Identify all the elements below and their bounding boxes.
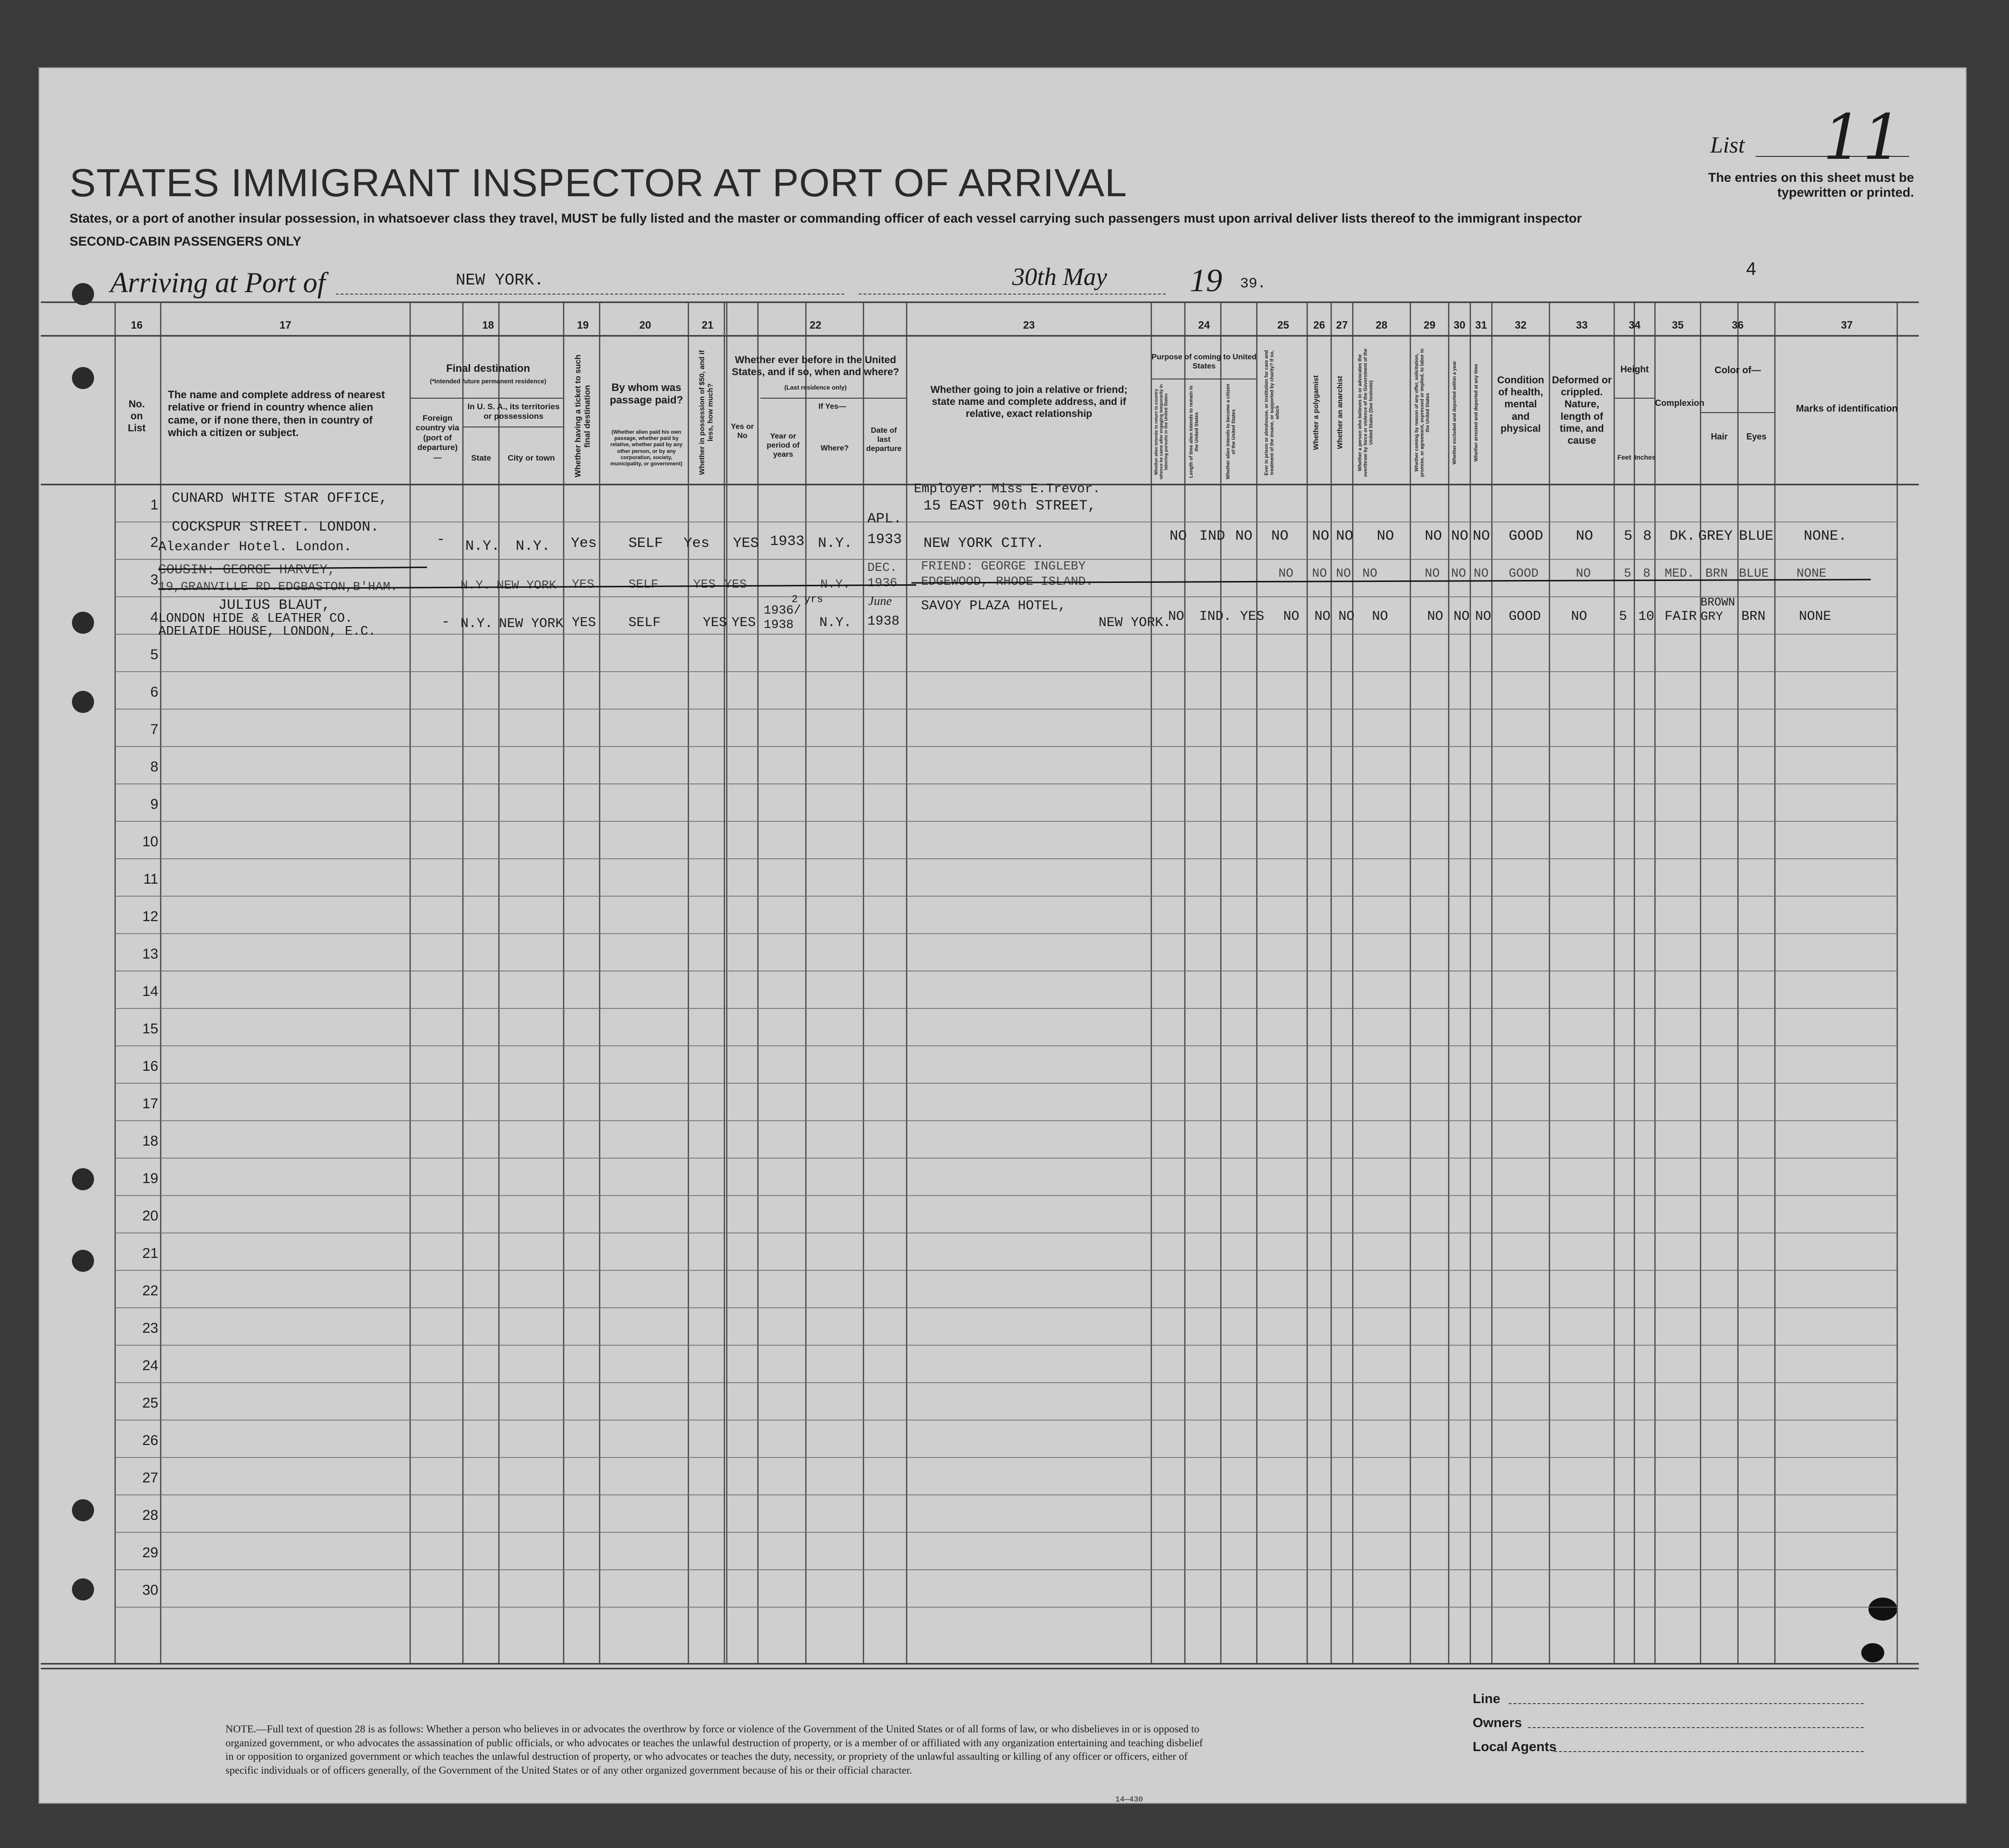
footer-line-rule — [1509, 1703, 1864, 1704]
col-header-labor-offer: Whether coming by reason of any offer, solicitation, promise, or agreement, expressed or implied, to labor in the United States — [1414, 348, 1430, 477]
row3-eyes: BRN — [1741, 609, 1766, 624]
row1-inches: 8 — [1643, 528, 1652, 545]
row-number: 8 — [150, 759, 158, 775]
row3-hair-b: GRY — [1701, 609, 1723, 624]
row2-relative-line2: 19,GRANVILLE RD.EDGBASTON,B'HAM. — [158, 580, 398, 594]
footer-owners-rule — [1528, 1727, 1864, 1728]
row1-complexion: DK. — [1669, 528, 1696, 545]
header-subtitle: States, or a port of another insular possession, in whatsoever class they travel, MUST be fully listed and the master or commanding officer of each vessel carrying such passengers must upon arrival deliver lists thereof to the immigrant inspector — [70, 211, 1582, 225]
row3-anarchist: NO — [1338, 609, 1355, 624]
col-num-29: 29 — [1423, 319, 1436, 331]
row1-offer: NO — [1425, 528, 1442, 545]
row1-purpose-citizen: NO — [1235, 528, 1253, 545]
row1-overthrow: NO — [1377, 528, 1394, 545]
row3-prison: NO — [1283, 609, 1300, 624]
port-value: NEW YORK. — [456, 272, 544, 290]
row3-city: NEW YORK — [499, 616, 564, 631]
row1-hair: GREY — [1698, 528, 1733, 545]
row3-offer: NO — [1427, 609, 1443, 624]
row3-purpose-return: NO — [1168, 609, 1184, 624]
col-header-if-yes: If Yes— — [818, 403, 846, 411]
row2-arrested: NO — [1474, 566, 1489, 580]
row1-money: Yes — [684, 535, 710, 552]
col-num-27: 27 — [1336, 319, 1348, 331]
row-number: 24 — [142, 1358, 158, 1374]
row3-money: YES — [703, 616, 727, 630]
row3-dep-month: June — [868, 594, 892, 608]
col-num-20: 20 — [639, 319, 651, 331]
row2-prison: NO — [1278, 566, 1294, 580]
col-num-37: 37 — [1841, 319, 1853, 331]
col-header-hair: Hair — [1711, 432, 1728, 441]
row3-relative-line3: ADELAIDE HOUSE, LONDON, E.C. — [158, 625, 376, 639]
col-header-final-destination: Final destination — [446, 362, 530, 374]
row1-period: 1933 — [770, 533, 805, 550]
col-num-23: 23 — [1023, 319, 1035, 331]
col-header-overthrow: Whether a person who believes in or advocates the overthrow by force or violence of the Government of the United States (See footnote) — [1358, 348, 1374, 477]
row2-hair: BRN — [1705, 566, 1728, 580]
col-header-eyes: Eyes — [1746, 432, 1767, 441]
footer-agents-label: Local Agents — [1473, 1739, 1557, 1754]
col-header-yes-no: Yes or No — [731, 423, 754, 440]
row3-paid-by: SELF — [628, 616, 661, 630]
col-header-purpose-return: Whether alien intends to return to country whence he came after engaging temporarily in laboring pursuits in the United States — [1154, 384, 1169, 480]
arriving-label: Arriving at Port of — [110, 267, 326, 298]
col-num-28: 28 — [1375, 319, 1388, 331]
row3-state: N.Y. — [461, 616, 493, 631]
row1-health: GOOD — [1509, 528, 1544, 545]
row-number: 17 — [142, 1096, 158, 1112]
row1-relative-line2: COCKSPUR STREET. LONDON. — [172, 519, 379, 535]
row-number: 1 — [150, 497, 158, 513]
row3-period-a: 2 yrs — [792, 593, 824, 605]
row2-polygamist: NO — [1312, 566, 1327, 580]
col-header-feet: Feet — [1617, 453, 1631, 461]
col-header-prison: Ever in prison or almshouse, or institution for care and treatment of the insane, or supported by charity? If so, which — [1264, 350, 1280, 475]
row3-join-line1: SAVOY PLAZA HOTEL, — [921, 599, 1066, 614]
col-header-excluded: Whether excluded and deported within a year — [1452, 361, 1457, 464]
col-header-join-relative: Whether going to join a relative or friend; state name and complete address, and if relative, exact relationship — [930, 384, 1128, 420]
row2-eyes: BLUE — [1739, 566, 1769, 580]
col-num-21: 21 — [701, 319, 714, 331]
col-header-state: State — [471, 453, 491, 462]
col-header-color: Color of— — [1714, 365, 1761, 376]
row3-excluded: NO — [1454, 609, 1470, 624]
col-num-16: 16 — [130, 319, 143, 331]
col-num-17: 17 — [279, 319, 292, 331]
row1-ticket: Yes — [571, 535, 597, 552]
row3-inches: 10 — [1638, 609, 1654, 624]
col-num-26: 26 — [1313, 319, 1325, 331]
row-number: 7 — [150, 722, 158, 737]
col-header-nearest-relative: The name and complete address of nearest relative or friend in country whence alien came, or if none there, then in country of which a citizen or subject. — [168, 389, 385, 439]
row1-purpose-length: IND — [1199, 528, 1226, 545]
row3-ticket: YES — [572, 616, 596, 630]
col-num-34: 34 — [1629, 319, 1641, 331]
col-header-marks: Marks of identification — [1796, 403, 1898, 414]
list-number: 11 — [1823, 101, 1903, 174]
row3-where: N.Y. — [819, 616, 852, 630]
row-number: 13 — [142, 946, 158, 962]
row3-hair-a: BROWN — [1701, 596, 1736, 609]
row1-join-line1: Employer: Miss E.Trevor. — [914, 482, 1100, 497]
col-header-city: City or town — [508, 453, 555, 462]
row1-eyes: BLUE — [1739, 528, 1774, 545]
col-header-where: Where? — [820, 444, 849, 452]
col-num-25: 25 — [1277, 319, 1289, 331]
col-header-foreign-country: Foreign country via (port of departure)— — [415, 414, 460, 462]
row3-relative-line1: JULIUS BLAUT, — [218, 597, 331, 614]
row1-prison: NO — [1271, 528, 1289, 545]
row-number: 9 — [150, 796, 158, 812]
row2-overthrow: NO — [1362, 566, 1378, 580]
col-header-complexion: Complexion — [1655, 398, 1705, 408]
row3-purpose-citizen: YES — [1240, 609, 1264, 624]
row1-join-line2: 15 EAST 90th STREET, — [923, 498, 1097, 514]
col-header-period: Year or period of years — [767, 432, 800, 459]
row2-dep-month: DEC. — [867, 560, 898, 575]
col-num-30: 30 — [1454, 319, 1465, 331]
row2-before: YES — [724, 577, 747, 592]
row1-excluded: NO — [1451, 528, 1469, 545]
row3-period-b: 1936/ — [764, 603, 802, 617]
row-number: 19 — [142, 1171, 158, 1186]
row3-foreign: - — [441, 614, 450, 630]
row1-relative-line3: Alexander Hotel. London. — [158, 540, 352, 555]
year-prefix: 19 — [1190, 262, 1222, 298]
row3-marks: NONE — [1799, 609, 1832, 624]
row-number: 12 — [142, 909, 158, 924]
footer-owners-label: Owners — [1473, 1715, 1522, 1730]
page-title: STATES IMMIGRANT INSPECTOR AT PORT OF ARRIVAL — [70, 161, 1127, 205]
row-number: 18 — [142, 1133, 158, 1149]
row1-before: YES — [733, 535, 759, 552]
row2-offer: NO — [1425, 566, 1440, 580]
row-number: 5 — [150, 647, 158, 663]
row-number: 22 — [142, 1283, 158, 1299]
footer-line-label: Line — [1473, 1691, 1501, 1706]
col-subheader-passage-paid: (Whether alien paid his own passage, whether paid by relative, whether paid by any other person, or by any corporation, society, municipality, or government) — [610, 429, 683, 467]
row2-paid-by: SELF — [628, 577, 659, 592]
row1-foreign: - — [437, 532, 446, 548]
arrival-date: 30th May — [1012, 263, 1107, 291]
row3-purpose-length: IND. — [1199, 609, 1232, 624]
row1-feet: 5 — [1624, 528, 1633, 545]
col-num-32: 32 — [1514, 319, 1527, 331]
row2-relative-line1: COUSIN: GEORGE HARVEY, — [158, 563, 336, 578]
row1-join-line3: NEW YORK CITY. — [923, 535, 1045, 552]
row-number: 2 — [150, 534, 158, 550]
col-header-anarchist: Whether an anarchist — [1336, 376, 1344, 450]
row1-relative-line1: CUNARD WHITE STAR OFFICE, — [172, 490, 388, 507]
row-number: 27 — [142, 1470, 158, 1486]
col-header-passage-paid: By whom was passage paid? — [610, 381, 683, 406]
row1-marks: NONE. — [1804, 528, 1847, 545]
col-header-deformed: Deformed or crippled. Nature, length of time, and cause — [1552, 375, 1612, 446]
row-number: 10 — [142, 834, 158, 850]
col-header-purpose-citizen: Whether alien intends to become a citizen of the United States — [1226, 384, 1237, 480]
row2-marks: NONE — [1796, 566, 1827, 580]
row-number: 6 — [150, 684, 158, 700]
row2-anarchist: NO — [1336, 566, 1351, 580]
col-num-24: 24 — [1198, 319, 1210, 331]
row3-health: GOOD — [1509, 609, 1541, 624]
col-header-purpose: Purpose of coming to United States — [1151, 353, 1257, 371]
row1-purpose-return: NO — [1170, 528, 1187, 545]
row1-arrested: NO — [1473, 528, 1490, 545]
row-number: 25 — [142, 1395, 158, 1411]
row1-deformed: NO — [1576, 528, 1594, 545]
row2-health: GOOD — [1509, 566, 1539, 580]
row-number: 16 — [142, 1058, 158, 1074]
row2-ticket: YES — [572, 577, 594, 592]
row2-dep-year: 1936 — [867, 576, 898, 590]
row-number: 28 — [142, 1507, 158, 1523]
row2-where: N.Y. — [820, 577, 851, 592]
col-num-18: 18 — [482, 319, 494, 331]
row1-anarchist: NO — [1336, 528, 1354, 545]
row1-polygamist: NO — [1312, 528, 1330, 545]
col-num-31: 31 — [1475, 319, 1487, 331]
col-header-inches: Inches — [1634, 453, 1656, 461]
col-subheader-permanent-residence: (*Intended future permanent residence) — [430, 378, 546, 385]
row-number: 3 — [150, 572, 158, 588]
row3-join-line2: NEW YORK. — [1099, 616, 1171, 630]
row2-state: N.Y. — [461, 578, 491, 592]
row3-feet: 5 — [1619, 609, 1627, 624]
row-number: 23 — [142, 1320, 158, 1336]
col-num-19: 19 — [577, 319, 589, 331]
row-number: 20 — [142, 1208, 158, 1224]
row2-city: NEW YORK — [496, 578, 556, 592]
row2-join-line2: EDGEWOOD, RHODE ISLAND. — [921, 574, 1093, 589]
row2-inches: 8 — [1643, 566, 1651, 580]
row-number: 14 — [142, 983, 158, 999]
row3-arrested: NO — [1475, 609, 1491, 624]
row-number: 30 — [142, 1582, 158, 1598]
col-header-money: Whether in possession of $50, and if less, how much? — [698, 350, 715, 475]
row3-period-c: 1938 — [764, 617, 794, 632]
col-header-ever-before: Whether ever before in the United States, and if so, when and where? — [732, 355, 899, 378]
col-header-polygamist: Whether a polygamist — [1312, 375, 1320, 450]
cabin-class: SECOND-CABIN PASSENGERS ONLY — [70, 234, 302, 249]
row3-deformed: NO — [1571, 609, 1587, 624]
row-number: 15 — [142, 1021, 158, 1037]
col-header-purpose-length: Length of time alien intends to remain in the United States — [1189, 385, 1200, 478]
instructions: The entries on this sheet must be typewritten or printed. — [1708, 170, 1914, 200]
col-num-35: 35 — [1672, 319, 1684, 331]
col-header-ticket: Whether having a ticket to such final destination — [573, 355, 592, 478]
row1-where: N.Y. — [818, 535, 853, 552]
row-number: 29 — [142, 1545, 158, 1561]
col-header-no-on-list: No. on List — [128, 399, 146, 434]
footnote: NOTE.—Full text of question 28 is as follows: Whether a person who believes in or advocates the overthrow by force or violence of the Government of the United States or of all forms of law, or who disbelieves in or is opposed to organized government, or who advocates the assassination of public officials, or who advocates or teaches the unlawful destruction of property, or is a member of or affiliated with any organization entertaining and teaching disbelief in or opposition to organized government or which teaches the unlawful destruction of property, or who advocates or teaches the duty, necessity, or propriety of the unlawful assaulting or killing of any officer or officers, either of specific individuals or of officers generally, of the Government of the United States or of any other organized government because of his or their official character. — [225, 1723, 1203, 1776]
row-number: 26 — [142, 1433, 158, 1448]
row1-dep-month: APL. — [867, 511, 902, 527]
row2-excluded: NO — [1451, 566, 1466, 580]
row2-money: YES — [693, 577, 716, 592]
row1-paid-by: SELF — [628, 535, 663, 552]
col-header-departure: Date of last departure — [866, 426, 902, 453]
col-header-health: Condition of health, mental and physical — [1497, 375, 1544, 434]
row-number: 11 — [143, 871, 158, 887]
row-number: 4 — [150, 609, 158, 625]
row3-polygamist: NO — [1314, 609, 1331, 624]
row1-city: N.Y. — [516, 538, 551, 555]
row3-dep-year: 1938 — [867, 614, 900, 629]
row3-before: YES — [732, 616, 756, 630]
row-number: 21 — [142, 1245, 158, 1261]
col-header-arrested: Whether arrested and deported at any time — [1474, 364, 1479, 462]
col-num-36: 36 — [1732, 319, 1744, 331]
footer-agents-rule — [1554, 1751, 1864, 1752]
row3-complexion: FAIR — [1665, 609, 1697, 624]
col-header-height: Height — [1620, 365, 1649, 375]
row3-overthrow: NO — [1372, 609, 1388, 624]
col-num-22: 22 — [809, 319, 822, 331]
list-label: List — [1710, 132, 1745, 158]
row1-dep-year: 1933 — [867, 532, 902, 548]
row2-feet: 5 — [1624, 566, 1631, 580]
row2-deformed: NO — [1576, 566, 1591, 580]
row3-relative-line2: LONDON HIDE & LEATHER CO. — [158, 612, 353, 626]
year-suffix: 39. — [1240, 276, 1266, 292]
corner-note: 4 — [1746, 259, 1757, 279]
form-number: 14—430 — [1115, 1795, 1143, 1804]
col-subheader-last-residence: (Last residence only) — [784, 384, 847, 391]
row1-state: N.Y. — [465, 538, 500, 555]
row2-join-line1: FRIEND: GEORGE INGLEBY — [921, 559, 1086, 573]
col-header-usa: In U. S. A., its territories or possessions — [467, 402, 560, 421]
col-num-33: 33 — [1576, 319, 1588, 331]
row2-complexion: MED. — [1665, 566, 1695, 580]
